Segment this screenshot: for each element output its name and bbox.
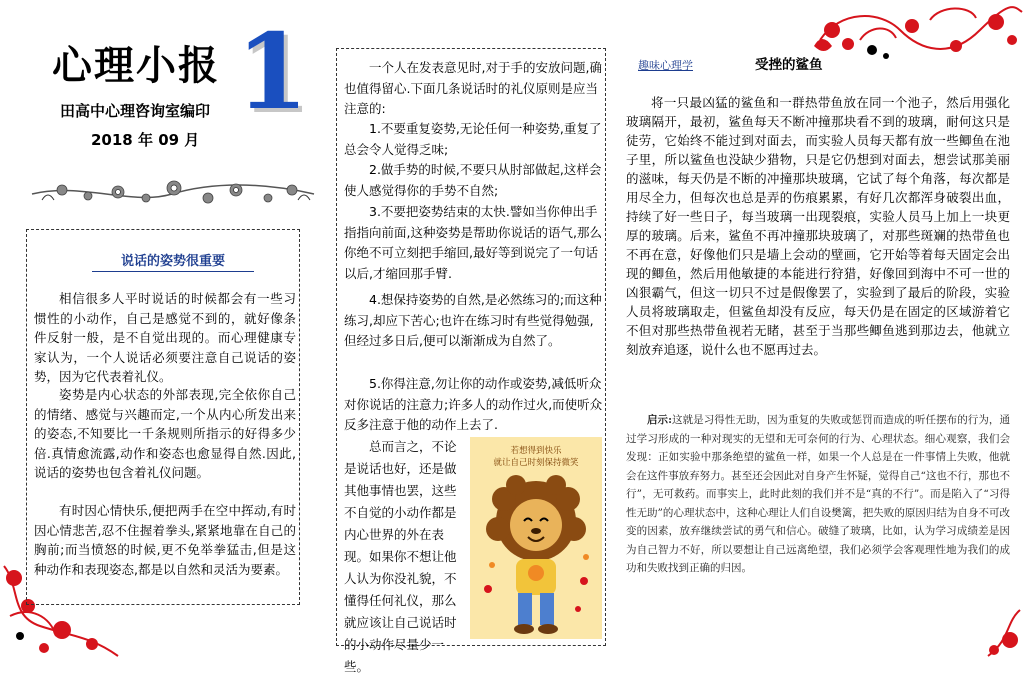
lion-icon	[470, 469, 602, 639]
picture-caption	[470, 445, 602, 469]
middle-summary: 总而言之，不论是说话也好，还是做其他事情也罢，这些不自觉的小动作都是内心世界的外在表现。如果你不想让他人认为你没礼貌，不懂得任何礼仪，那么就应该让自己说话时的小动作尽量少一些。	[344, 439, 457, 674]
newspaper-title: 心理小报	[52, 43, 220, 89]
picture-caption-line: 若想得到快乐	[510, 446, 562, 456]
issue-number: 1	[236, 10, 309, 133]
middle-rule-item: 5.你得注意,勿让你的动作或姿势,减低听众对你说话的注意力;许多人的动作过火,而使听众反多注意于他的动作上去了.	[344, 376, 603, 432]
insight-text: 这就是习得性无助，因为重复的失败或惩罚而造成的听任摆布的行为，通过学习形成的一种对现实的无望和无可奈何的行为、心理状态。细心观察，我们会发现：正如实验中那条绝望的鲨鱼一样，如果一个人总是在一件事情上失败，他就会在这件事放弃努力。甚至还会因此对自身产生怀疑，觉得自己“这也不行，那也不行”，无可救药。而事实上，此时此刻的我们并不是“真的不行”。而是陷入了“习得性无助”的心理状态中，这种心理让人们自设樊篱，把失败的原因归结为自身不可改变的因素，放弃继续尝试的勇气和信心。破缝了玻璃，比如，认为学习成绩差是因为自己智力不好，所以要想让自己远离绝望，我们必须学会客观理性地为我们的成功和失败找到正确的归因。	[626, 414, 1010, 574]
insight-label: 启示:	[647, 414, 672, 426]
editor-line: 田高中心理咨询室编印	[60, 102, 211, 120]
middle-rule-item: 2.做手势的时候,不要只从肘部做起,这样会使人感觉得你的手势不自然;	[344, 162, 602, 198]
left-paragraph: 有时因心情快乐,便把两手在空中挥动,有时因心情悲苦,忍不住握着拳头,紧紧地靠在自己的胸前;而当愤怒的时候,更不免举拳猛击,但是这种动作和表现姿态,都是以自然和灵活为要素。	[34, 503, 296, 577]
issue-date: 2018 年 09 月	[91, 131, 200, 149]
middle-rule-item: 3.不要把姿势结束的太快.譬如当你伸出手指指向前面,这种姿势是帮助你说话的语气,那么你绝不可立刻把手缩回,最好等到说完了一句话以后,才缩回那手臂.	[344, 204, 602, 281]
middle-intro: 一个人在发表意见时,对于手的安放问题,确也值得留心.下面几条说话时的礼仪原则是应当注意的:	[344, 60, 602, 116]
left-paragraph: 姿势是内心状态的外部表现,完全依你自己的情绪、感觉与兴趣而定,一个从内心所发出来的姿态,不知要比一千条规则所指示的好得多少倍.真情愈流露,动作和姿态也愈显得自然.因此,说话的姿势也包含着礼仪问题。	[34, 387, 296, 480]
smiling-lion-picture	[470, 437, 602, 639]
flourish-bottom-right	[980, 600, 1024, 659]
middle-rule-item: 1.不要重复姿势,无论任何一种姿势,重复了总会令人觉得乏味;	[344, 121, 602, 157]
right-story: 将一只最凶猛的鲨鱼和一群热带鱼放在同一个池子，然后用强化玻璃隔开，最初，鲨鱼每天不断冲撞那块看不到的玻璃，耐何这只是徒劳，它始终不能过到对面去，而实验人员每天都有放一些鲫鱼在池子里，所以鲨鱼也没缺少猎物，只是它仍想到对面去，想尝试那美丽的滋味，每天仍是不断的冲撞那块玻璃，它试了每个角落，每次都是用尽全力，但每次也总是弄的伤痕累累，有好几次都浑身破裂出血，持续了好一些日子，每当玻璃一出现裂痕，实验人员马上加上一块更厚的玻璃。后来，鲨鱼不再冲撞那块玻璃了，对那些斑斓的热带鱼也不再在意，好像他们只是墙上会动的壁画，它开始等着每天固定会出现的鲫鱼，然后用他敏捷的本能进行狩猎，好像回到海中不可一世的凶狠霸气，但这一切只不过是假像罢了，实验到了最后的阶段，实验人员将玻璃取走，但鲨鱼却没有反应，每天仍是在固定的区域游着它不但对那些热带鱼视若无睹，甚至于当那些鲫鱼逃到那边去，他就立刻放弃追逐，说什么也不愿再过去。	[626, 95, 1010, 357]
right-insight	[626, 411, 1010, 578]
flower-divider-icon	[22, 172, 322, 216]
right-article-tag: 趣味心理学	[638, 59, 693, 72]
left-paragraph: 相信很多人平时说话的时候都会有一些习惯性的小动作，自己是感觉不到的，就好像条件反射一般，是不自觉出现的。而心理健康专家认为，一个人说话必须要注意自己说话的姿势，因为它代表着礼仪。	[34, 291, 296, 384]
flourish-top-right	[800, 0, 1024, 80]
left-article-title: 说话的姿势很重要	[92, 250, 254, 272]
middle-rule-item: 4.想保持姿势的自然,是必然练习的;而这种练习,却应下苦心;也许在练习时有些觉得勉强,但经过多日后,便可以渐渐成为自然了。	[344, 292, 602, 348]
right-article-title: 受挫的鲨鱼	[755, 57, 823, 73]
picture-caption-line: 就让自己时刻保持微笑	[493, 458, 579, 468]
